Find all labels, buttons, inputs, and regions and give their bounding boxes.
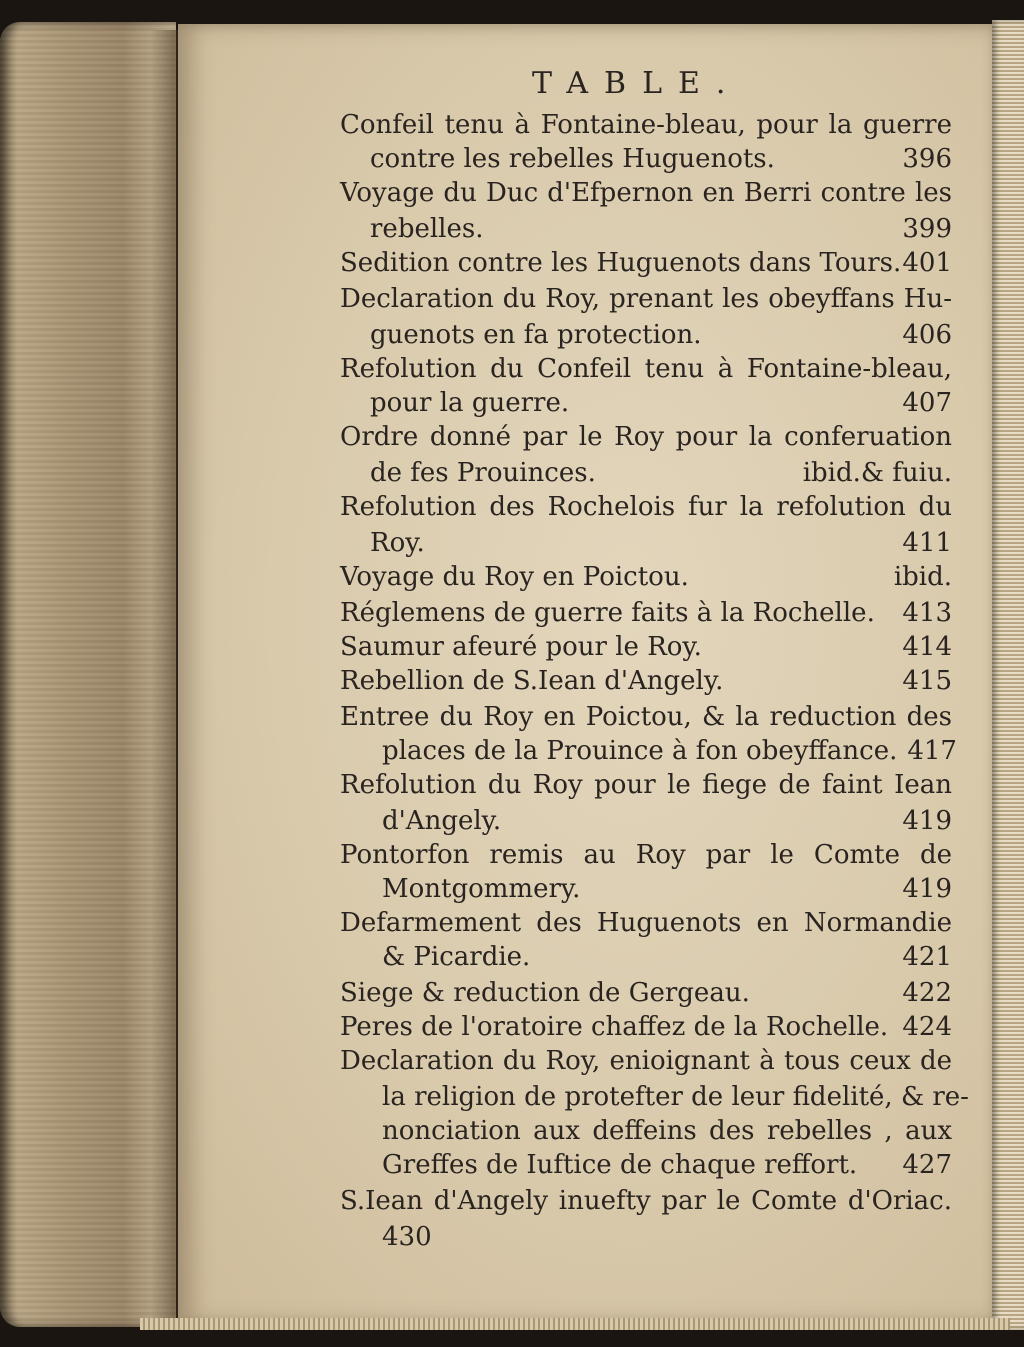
toc-entry [340, 1010, 952, 1044]
toc-entry-text: Pontorfon remis au Roy par le Comte de [340, 840, 952, 870]
toc-page-number: 407 [902, 388, 952, 418]
toc-page-number: 421 [902, 942, 952, 972]
toc-entry-text: pour la guerre. [370, 388, 570, 418]
page-header: TABLE. [532, 66, 742, 101]
toc-entry-text: Siege & reduction de Gergeau. [340, 978, 750, 1008]
toc-entry-text: Declaration du Roy, prenant les obeyffans Hu- [340, 284, 952, 314]
toc-entry-text: nonciation aux deffeins des rebelles , aux [382, 1116, 952, 1146]
toc-page-number: ibid. [893, 562, 952, 592]
toc-page-number: 396 [902, 144, 952, 174]
toc-entry [340, 664, 952, 698]
toc-entry-text: Refolution des Rochelois fur la refolution du [340, 492, 952, 522]
toc-page-number: 424 [902, 1012, 952, 1042]
toc-page-number: 417 [907, 736, 957, 766]
toc-entry-text: Peres de l'oratoire chaffez de la Rochelle. [340, 1012, 889, 1042]
toc-entry-text: contre les rebelles Huguenots. [370, 144, 775, 174]
toc-entry-text: Réglemens de guerre faits à la Rochelle. [340, 598, 875, 628]
toc-entry-text: rebelles. [370, 214, 484, 244]
toc-entry [370, 386, 952, 420]
toc-entry-text: Refolution du Roy pour le fiege de faint Iean [340, 770, 952, 800]
toc-entry-text: Greffes de Iuftice de chaque reffort. [382, 1150, 858, 1180]
toc-entry [382, 734, 957, 768]
toc-page-number: 413 [902, 598, 952, 628]
toc-page-number: 401 [902, 248, 952, 278]
toc-entry [370, 142, 952, 176]
toc-entry-text: Roy. [370, 528, 425, 558]
toc-entry [340, 246, 952, 280]
toc-page-number: 430 [382, 1222, 432, 1252]
toc-entry [370, 456, 952, 490]
toc-page-number: 414 [902, 632, 952, 662]
toc-entry [382, 804, 952, 838]
toc-entry-text: Voyage du Duc d'Efpernon en Berri contre les [340, 178, 952, 208]
toc-entry-text: Entree du Roy en Poictou, & la reduction des [340, 702, 952, 732]
toc-entry [340, 596, 952, 630]
toc-entry-text: Voyage du Roy en Poictou. [340, 562, 689, 592]
toc-entry-text: Refolution du Confeil tenu à Fontaine-bleau, [340, 354, 952, 384]
toc-entry-text: de fes Prouinces. [370, 458, 596, 488]
toc-entry-text: S.Iean d'Angely inuefty par le Comte d'Oriac. [340, 1186, 952, 1216]
toc-entry-text: Ordre donné par le Roy pour la conferuation [340, 422, 952, 452]
toc-page-number: 419 [902, 874, 952, 904]
toc-entry-text: guenots en fa protection. [370, 320, 702, 350]
toc-entry-text: Saumur afeuré pour le Roy. [340, 632, 702, 662]
toc-entry-text: places de la Prouince à fon obeyffance. [382, 736, 898, 766]
toc-entry-text: & Picardie. [382, 942, 531, 972]
toc-entry [382, 872, 952, 906]
toc-entry [340, 976, 952, 1010]
toc-page-number: ibid.& fuiu. [802, 458, 952, 488]
toc-entry [370, 318, 952, 352]
toc-page-number: 415 [902, 666, 952, 696]
toc-entry-text: Confeil tenu à Fontaine-bleau, pour la guerre [340, 110, 952, 140]
toc-page-number: 399 [902, 214, 952, 244]
toc-entry [340, 560, 952, 594]
toc-page-number: 419 [902, 806, 952, 836]
toc-entry-text: Rebellion de S.Iean d'Angely. [340, 666, 724, 696]
toc-entry-text: Declaration du Roy, enioignant à tous ceux de [340, 1046, 952, 1076]
toc-entry-text: d'Angely. [382, 806, 502, 836]
toc-page-number: 406 [902, 320, 952, 350]
toc-entry-text: Sedition contre les Huguenots dans Tours. [340, 248, 902, 278]
toc-page-number: 427 [902, 1150, 952, 1180]
toc-entry [370, 212, 952, 246]
toc-entry-text: Defarmement des Huguenots en Normandie [340, 908, 952, 938]
toc-entry [382, 940, 952, 974]
toc-entry-text: Montgommery. [382, 874, 581, 904]
toc-page-number: 411 [902, 528, 952, 558]
toc-entry [340, 630, 952, 664]
toc-entry [382, 1148, 952, 1182]
toc-entry [370, 526, 952, 560]
toc-page-number: 422 [902, 978, 952, 1008]
toc-entry-text: la religion de protefter de leur fidelité, & re- [382, 1082, 969, 1112]
